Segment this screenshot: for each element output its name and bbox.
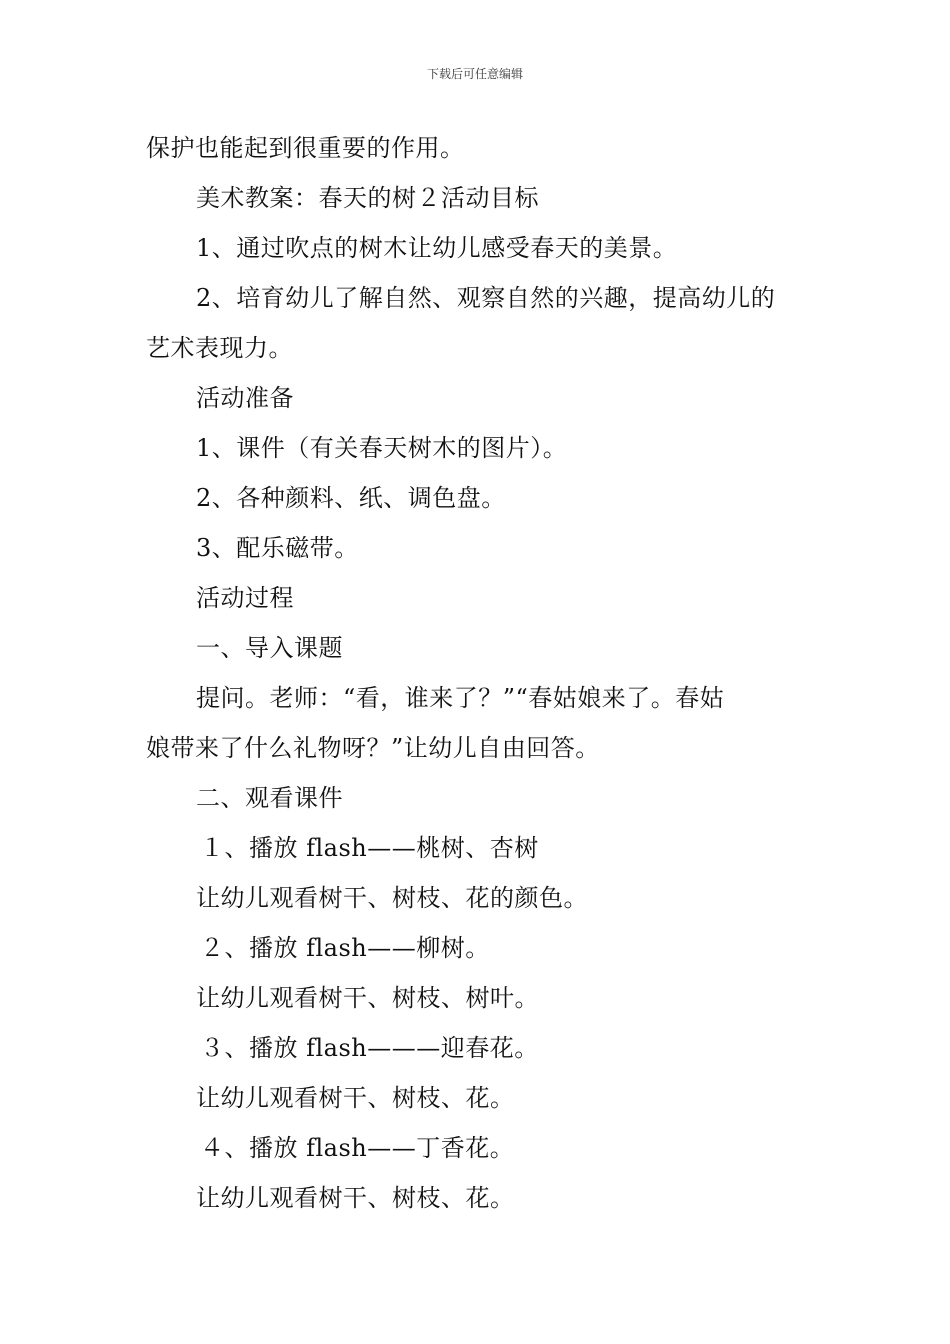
paragraph-line: 提问。老师：“看，谁来了？”“春姑娘来了。春姑 [196,684,725,712]
paragraph-line: ２、播放 flash——柳树。 [200,934,490,962]
paragraph-line: 让幼儿观看树干、树枝、树叶。 [196,984,539,1012]
paragraph-line: 1、通过吹点的树木让幼儿感受春天的美景。 [196,234,678,262]
section-heading: 活动过程 [196,584,294,612]
paragraph-line: 保护也能起到很重要的作用。 [146,134,465,162]
paragraph-line: ３、播放 flash———迎春花。 [200,1034,539,1062]
paragraph-line: 让幼儿观看树干、树枝、花的颜色。 [196,884,588,912]
paragraph-line: 让幼儿观看树干、树枝、花。 [196,1184,515,1212]
section-heading: 一、导入课题 [196,634,343,662]
paragraph-line: 让幼儿观看树干、树枝、花。 [196,1084,515,1112]
paragraph-line: 1、课件（有关春天树木的图片）。 [196,434,568,462]
paragraph-line: 美术教案：春天的树２活动目标 [196,184,539,212]
section-heading: 二、观看课件 [196,784,343,812]
section-heading: 活动准备 [196,384,294,412]
paragraph-line: 2、培育幼儿了解自然、观察自然的兴趣，提高幼儿的 [196,284,776,312]
paragraph-line: 娘带来了什么礼物呀？”让幼儿自由回答。 [146,734,600,762]
paragraph-line: 3、配乐磁带。 [196,534,359,562]
paragraph-line: 艺术表现力。 [146,334,293,362]
paragraph-line: ４、播放 flash——丁香花。 [200,1134,515,1162]
page-header-note: 下载后可任意编辑 [426,67,523,81]
paragraph-line: １、播放 flash——桃树、杏树 [200,834,539,862]
paragraph-line: 2、各种颜料、纸、调色盘。 [196,484,506,512]
